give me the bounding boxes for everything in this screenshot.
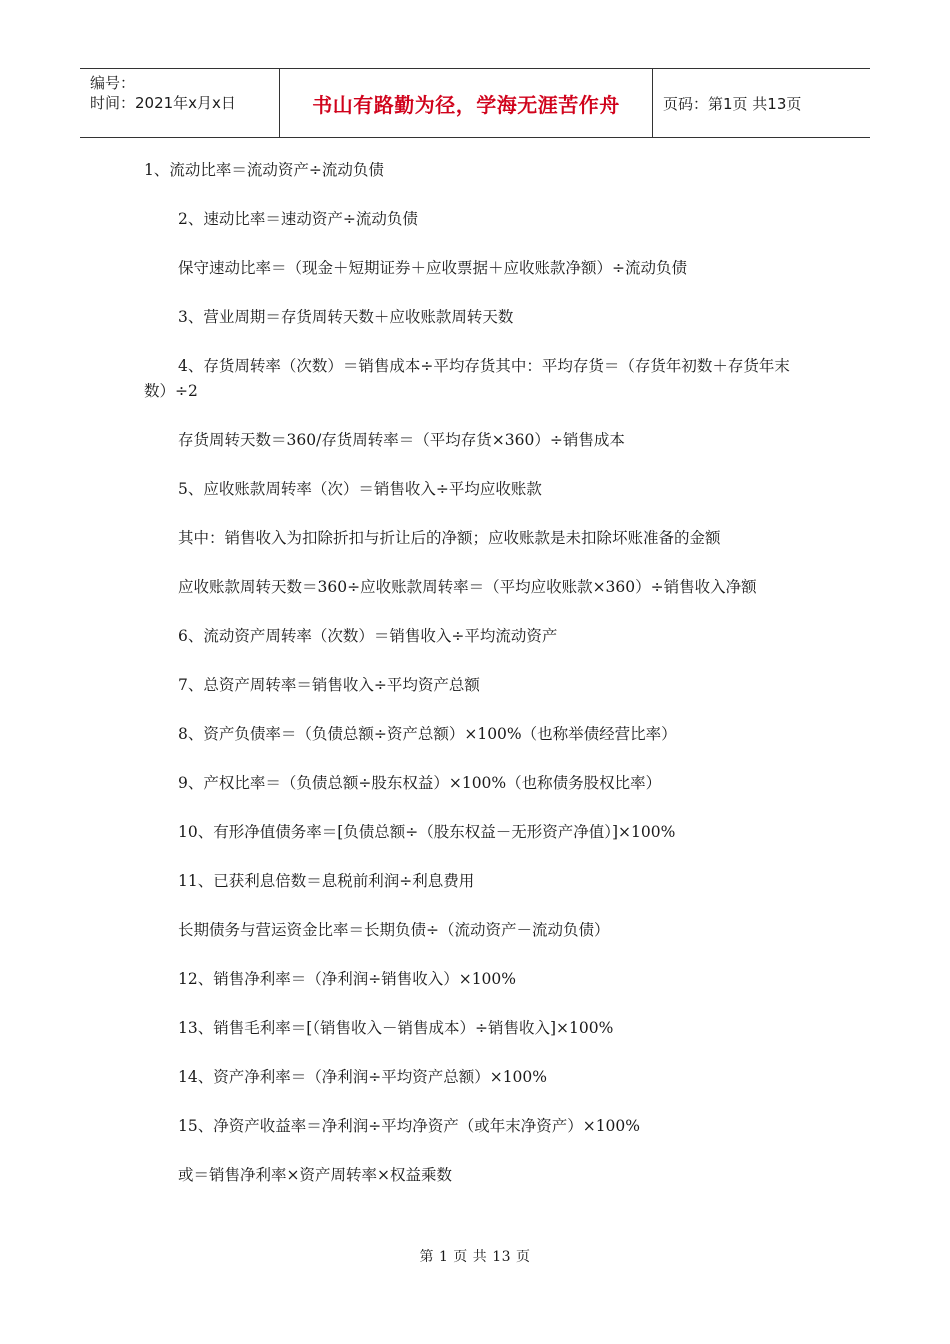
document-number-label: 编号：: [90, 74, 136, 92]
document-body: [144, 158, 809, 1212]
formula-line: 12、销售净利率＝（净利润÷销售收入）×100%: [178, 970, 517, 988]
formula-line: 应收账款周转天数＝360÷应收账款周转率＝（平均应收账款×360）÷销售收入净额: [178, 578, 757, 596]
formula-line: 13、销售毛利率＝[（销售收入－销售成本）÷销售收入]×100%: [178, 1019, 614, 1037]
header-meta: [80, 69, 280, 137]
formula-line: 5、应收账款周转率（次）＝销售收入÷平均应收账款: [178, 480, 542, 498]
header-motto: 书山有路勤为径，学海无涯苦作舟: [280, 69, 653, 137]
formula-line: 3、营业周期＝存货周转天数＋应收账款周转天数: [178, 308, 514, 326]
formula-line: 或＝销售净利率×资产周转率×权益乘数: [178, 1166, 452, 1184]
formula-line: 10、有形净值债务率＝[负债总额÷（股东权益－无形资产净值）]×100%: [178, 823, 676, 841]
formula-line: 9、产权比率＝（负债总额÷股东权益）×100%（也称债务股权比率）: [178, 774, 662, 792]
page-footer: 第 1 页 共 13 页: [419, 1249, 531, 1265]
formula-line: 2、速动比率＝速动资产÷流动负债: [178, 210, 418, 228]
formula-line: 其中：销售收入为扣除折扣与折让后的净额；应收账款是未扣除坏账准备的金额: [178, 529, 721, 547]
formula-line: 存货周转天数＝360/存货周转率＝（平均存货×360）÷销售成本: [178, 431, 625, 449]
formula-line: 15、净资产收益率＝净利润÷平均净资产（或年末净资产）×100%: [178, 1117, 641, 1135]
document-date: 时间：2021年x月x日: [90, 94, 236, 112]
formula-line: 6、流动资产周转率（次数）＝销售收入÷平均流动资产: [178, 627, 558, 645]
formula-line: 11、已获利息倍数＝息税前利润÷利息费用: [178, 872, 475, 890]
document-header: [80, 68, 870, 138]
formula-line: 14、资产净利率＝（净利润÷平均资产总额）×100%: [178, 1068, 548, 1086]
formula-line: 1、流动比率＝流动资产÷流动负债: [144, 161, 384, 179]
formula-line: 4、存货周转率（次数）＝销售成本÷平均存货其中：平均存货＝（存货年初数＋存货年末数）÷2: [144, 357, 790, 400]
formula-line: 8、资产负债率＝（负债总额÷资产总额）×100%（也称举债经营比率）: [178, 725, 677, 743]
formula-line: 保守速动比率＝（现金＋短期证券＋应收票据＋应收账款净额）÷流动负债: [178, 259, 687, 277]
formula-line: 7、总资产周转率＝销售收入÷平均资产总额: [178, 676, 480, 694]
formula-line: 长期债务与营运资金比率＝长期负债÷（流动资产－流动负债）: [178, 921, 610, 939]
header-page-info: 页码：第1页 共13页: [663, 94, 802, 113]
